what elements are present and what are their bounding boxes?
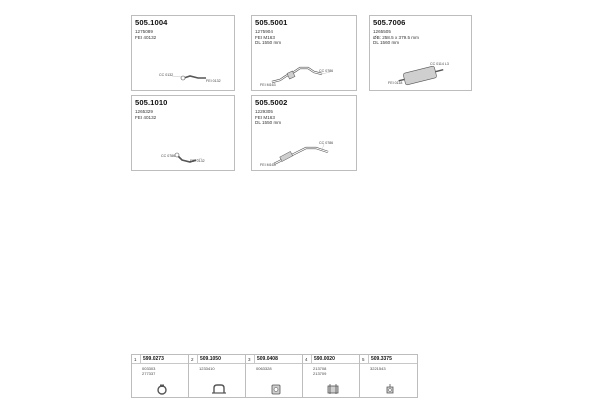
muffler-drawing bbox=[370, 16, 473, 92]
part-card-505-7006[interactable] bbox=[369, 15, 472, 91]
accessory-cell[interactable] bbox=[302, 354, 361, 398]
part-code: 505.7006 bbox=[373, 18, 406, 27]
accessory-number: 2 bbox=[191, 356, 194, 362]
part-card-505-5002[interactable] bbox=[251, 95, 357, 171]
callout-label: FEI 0132 bbox=[190, 159, 205, 163]
part-code: 505.1004 bbox=[135, 18, 168, 27]
part-spec: FEI 40132 bbox=[135, 34, 157, 40]
part-dimensions: ØB: 258.5 x 379.5 mm bbox=[373, 34, 419, 40]
accessory-code: 509.3375 bbox=[371, 356, 392, 363]
part-card-505-5001[interactable] bbox=[251, 15, 357, 91]
part-reference: 1265329 bbox=[135, 109, 153, 114]
accessory-cell[interactable] bbox=[188, 354, 247, 398]
part-spec: FEI 40132 bbox=[135, 114, 157, 120]
accessory-cell[interactable] bbox=[131, 354, 190, 398]
callout-label: CC 0786 bbox=[319, 69, 334, 73]
callout-label: CC 0786 bbox=[319, 141, 334, 145]
part-card-505-1004[interactable] bbox=[131, 15, 235, 91]
clamp-icon bbox=[154, 383, 170, 395]
divider bbox=[368, 355, 369, 363]
part-code: 505.5002 bbox=[255, 98, 288, 107]
accessories-strip bbox=[131, 354, 491, 398]
callout-label: FEI 0132 bbox=[206, 79, 221, 83]
accessory-number: 4 bbox=[305, 356, 308, 362]
accessory-reference: 003303 bbox=[142, 366, 156, 371]
accessory-number: 1 bbox=[134, 356, 137, 362]
accessory-header bbox=[303, 355, 360, 364]
accessory-reference: 1233410 bbox=[199, 366, 215, 371]
accessory-reference: 277337 bbox=[142, 370, 156, 376]
accessory-reference: 213708 bbox=[313, 366, 327, 371]
divider bbox=[311, 355, 312, 363]
accessory-code: 599.0273 bbox=[143, 356, 164, 363]
part-reference: 1275904 bbox=[255, 29, 273, 34]
part-length: DL 1560 mm bbox=[373, 40, 400, 45]
callout-label: FEI 0118 bbox=[388, 81, 403, 85]
part-spec: FEI M163 bbox=[255, 34, 275, 40]
accessory-reference: 0063328 bbox=[256, 366, 272, 371]
part-reference: 1275089 bbox=[135, 29, 153, 34]
accessory-cell[interactable] bbox=[359, 354, 418, 398]
callout-label: FEI M163 bbox=[260, 163, 276, 167]
part-length: DL 1550 mm bbox=[255, 120, 282, 125]
part-reference: 1265505 bbox=[373, 29, 391, 34]
callout-label: CC 0786 bbox=[161, 154, 176, 158]
divider bbox=[197, 355, 198, 363]
gasket-icon bbox=[268, 383, 284, 395]
accessory-reference: 213709 bbox=[313, 370, 327, 376]
part-code: 505.1010 bbox=[135, 98, 168, 107]
callout-label: CC 0114 L3 bbox=[430, 62, 449, 66]
accessory-header bbox=[132, 355, 189, 364]
part-code: 505.5001 bbox=[255, 18, 288, 27]
accessory-header bbox=[189, 355, 246, 364]
accessory-number: 3 bbox=[248, 356, 251, 362]
hanger-icon bbox=[382, 383, 398, 395]
accessory-cell[interactable] bbox=[245, 354, 304, 398]
accessory-code: 590.0020 bbox=[314, 356, 335, 363]
short-pipe-drawing bbox=[132, 96, 236, 172]
part-reference: 1229305 bbox=[255, 109, 273, 114]
part-length: DL 1550 mm bbox=[255, 40, 282, 45]
accessory-code: 509.1050 bbox=[200, 356, 221, 363]
part-spec: FEI M163 bbox=[255, 114, 275, 120]
callout-label: FEI M163 bbox=[260, 83, 276, 87]
callout-label: CC 0132 bbox=[159, 73, 174, 77]
accessory-header bbox=[246, 355, 303, 364]
bracket-icon bbox=[211, 383, 227, 395]
accessory-header bbox=[360, 355, 417, 364]
front-pipe-drawing bbox=[252, 96, 358, 172]
accessory-code: 509.0408 bbox=[257, 356, 278, 363]
part-card-505-1010[interactable] bbox=[131, 95, 235, 171]
accessory-number: 5 bbox=[362, 356, 365, 362]
accessory-reference: 3221543 bbox=[370, 366, 386, 371]
divider bbox=[254, 355, 255, 363]
mount-icon bbox=[325, 383, 341, 395]
divider bbox=[140, 355, 141, 363]
front-pipe-drawing bbox=[252, 16, 358, 92]
